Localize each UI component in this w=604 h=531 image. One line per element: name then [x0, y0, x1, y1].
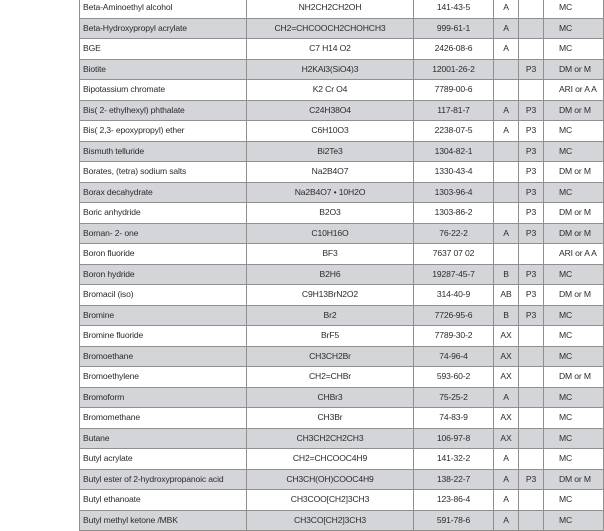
table-row [80, 100, 604, 121]
chemical-name-cell: Bromoform [80, 387, 247, 408]
category-cell: A [494, 0, 519, 18]
chemical-name-cell: Borax decahydrate [80, 182, 247, 203]
table-row [80, 428, 604, 449]
method-cell: DM or M [544, 285, 604, 306]
formula-cell: CH3COO[CH2]3CH3 [247, 490, 414, 511]
formula-cell: C9H13BrN2O2 [247, 285, 414, 306]
category-cell: A [494, 18, 519, 39]
method-cell: DM or M [544, 162, 604, 183]
method-cell: MC [544, 490, 604, 511]
p-code-cell: P3 [519, 182, 544, 203]
category-cell: A [494, 469, 519, 490]
table-row [80, 39, 604, 60]
category-cell: B [494, 264, 519, 285]
method-cell: MC [544, 449, 604, 470]
chemical-name-cell: Bismuth telluride [80, 141, 247, 162]
cas-number-cell: 7789-30-2 [414, 326, 494, 347]
p-code-cell: P3 [519, 223, 544, 244]
table-row [80, 326, 604, 347]
table-row [80, 305, 604, 326]
table-row [80, 469, 604, 490]
formula-cell: CH3CH2CH2CH3 [247, 428, 414, 449]
chemical-name-cell: Bromomethane [80, 408, 247, 429]
method-cell: DM or M [544, 367, 604, 388]
p-code-cell [519, 367, 544, 388]
cas-number-cell: 76-22-2 [414, 223, 494, 244]
category-cell: A [494, 449, 519, 470]
cas-number-cell: 141-43-5 [414, 0, 494, 18]
chemical-name-cell: Bornan- 2- one [80, 223, 247, 244]
table-row [80, 18, 604, 39]
chemical-name-cell: Beta-Hydroxypropyl acrylate [80, 18, 247, 39]
method-cell: MC [544, 39, 604, 60]
method-cell: DM or M [544, 100, 604, 121]
p-code-cell [519, 39, 544, 60]
cas-number-cell: 7637 07 02 [414, 244, 494, 265]
p-code-cell [519, 449, 544, 470]
category-cell: AB [494, 285, 519, 306]
method-cell: MC [544, 18, 604, 39]
formula-cell: C7 H14 O2 [247, 39, 414, 60]
category-cell: AX [494, 367, 519, 388]
cas-number-cell: 1303-96-4 [414, 182, 494, 203]
cas-number-cell: 138-22-7 [414, 469, 494, 490]
chemical-name-cell: Boric anhydride [80, 203, 247, 224]
method-cell: MC [544, 141, 604, 162]
category-cell [494, 182, 519, 203]
table-row [80, 449, 604, 470]
category-cell: A [494, 223, 519, 244]
cas-number-cell: 1330-43-4 [414, 162, 494, 183]
p-code-cell: P3 [519, 162, 544, 183]
category-cell [494, 203, 519, 224]
category-cell: A [494, 387, 519, 408]
category-cell: AX [494, 428, 519, 449]
category-cell: A [494, 490, 519, 511]
method-cell: MC [544, 326, 604, 347]
cas-number-cell: 593-60-2 [414, 367, 494, 388]
formula-cell: CH3CH2Br [247, 346, 414, 367]
chemical-name-cell: Butyl ester of 2-hydroxypropanoic acid [80, 469, 247, 490]
formula-cell: Bi2Te3 [247, 141, 414, 162]
chemical-name-cell: BGE [80, 39, 247, 60]
category-cell [494, 59, 519, 80]
cas-number-cell: 75-25-2 [414, 387, 494, 408]
chemical-table [79, 0, 604, 531]
method-cell: DM or M [544, 469, 604, 490]
formula-cell: Br2 [247, 305, 414, 326]
cas-number-cell: 19287-45-7 [414, 264, 494, 285]
chemical-name-cell: Butane [80, 428, 247, 449]
p-code-cell: P3 [519, 469, 544, 490]
table-row [80, 367, 604, 388]
formula-cell: NH2CH2CH2OH [247, 0, 414, 18]
table-row [80, 346, 604, 367]
formula-cell: B2H6 [247, 264, 414, 285]
p-code-cell [519, 0, 544, 18]
table-row [80, 244, 604, 265]
formula-cell: CH2=CHCOOCH2CHOHCH3 [247, 18, 414, 39]
formula-cell: C24H38O4 [247, 100, 414, 121]
table-row [80, 264, 604, 285]
formula-cell: CH3Br [247, 408, 414, 429]
p-code-cell [519, 346, 544, 367]
category-cell [494, 162, 519, 183]
p-code-cell: P3 [519, 100, 544, 121]
formula-cell: CH2=CHCOOC4H9 [247, 449, 414, 470]
formula-cell: K2 Cr O4 [247, 80, 414, 101]
method-cell: MC [544, 428, 604, 449]
cas-number-cell: 999-61-1 [414, 18, 494, 39]
method-cell: DM or M [544, 59, 604, 80]
p-code-cell [519, 387, 544, 408]
cas-number-cell: 106-97-8 [414, 428, 494, 449]
cas-number-cell: 2426-08-6 [414, 39, 494, 60]
table-row [80, 182, 604, 203]
category-cell [494, 244, 519, 265]
chemical-name-cell: Bromoethane [80, 346, 247, 367]
formula-cell: BrF5 [247, 326, 414, 347]
chemical-name-cell: Bromoethylene [80, 367, 247, 388]
chemical-name-cell: Butyl methyl ketone /MBK [80, 510, 247, 531]
method-cell: MC [544, 264, 604, 285]
p-code-cell [519, 244, 544, 265]
method-cell: MC [544, 121, 604, 142]
method-cell: MC [544, 346, 604, 367]
p-code-cell [519, 408, 544, 429]
cas-number-cell: 123-86-4 [414, 490, 494, 511]
cas-number-cell: 1304-82-1 [414, 141, 494, 162]
method-cell: DM or M [544, 203, 604, 224]
p-code-cell [519, 80, 544, 101]
table-row [80, 0, 604, 18]
cas-number-cell: 74-83-9 [414, 408, 494, 429]
category-cell: A [494, 121, 519, 142]
p-code-cell: P3 [519, 305, 544, 326]
cas-number-cell: 12001-26-2 [414, 59, 494, 80]
category-cell: A [494, 510, 519, 531]
table-row [80, 121, 604, 142]
table-row [80, 285, 604, 306]
chemical-name-cell: Borates, (tetra) sodium salts [80, 162, 247, 183]
p-code-cell: P3 [519, 285, 544, 306]
method-cell: MC [544, 387, 604, 408]
p-code-cell: P3 [519, 264, 544, 285]
method-cell: MC [544, 510, 604, 531]
category-cell [494, 80, 519, 101]
formula-cell: CHBr3 [247, 387, 414, 408]
cas-number-cell: 591-78-6 [414, 510, 494, 531]
method-cell: MC [544, 408, 604, 429]
category-cell: B [494, 305, 519, 326]
category-cell: AX [494, 326, 519, 347]
cas-number-cell: 74-96-4 [414, 346, 494, 367]
category-cell: AX [494, 346, 519, 367]
chemical-name-cell: Bis( 2- ethylhexyl) phthalate [80, 100, 247, 121]
table-row [80, 59, 604, 80]
p-code-cell: P3 [519, 203, 544, 224]
p-code-cell [519, 428, 544, 449]
cas-number-cell: 7726-95-6 [414, 305, 494, 326]
table-row [80, 203, 604, 224]
table-row [80, 490, 604, 511]
chemical-name-cell: Boron fluoride [80, 244, 247, 265]
cas-number-cell: 117-81-7 [414, 100, 494, 121]
method-cell: ARI or A A [544, 80, 604, 101]
table-row [80, 162, 604, 183]
chemical-name-cell: Bromine fluoride [80, 326, 247, 347]
table-row [80, 223, 604, 244]
p-code-cell: P3 [519, 141, 544, 162]
formula-cell: H2KAl3(SiO4)3 [247, 59, 414, 80]
p-code-cell [519, 490, 544, 511]
formula-cell: Na2B4O7 • 10H2O [247, 182, 414, 203]
chemical-name-cell: Beta-Aminoethyl alcohol [80, 0, 247, 18]
chemical-name-cell: Boron hydride [80, 264, 247, 285]
table-row [80, 510, 604, 531]
cas-number-cell: 141-32-2 [414, 449, 494, 470]
formula-cell: CH2=CHBr [247, 367, 414, 388]
table-row [80, 141, 604, 162]
table-row [80, 80, 604, 101]
formula-cell: Na2B4O7 [247, 162, 414, 183]
cas-number-cell: 7789-00-6 [414, 80, 494, 101]
p-code-cell [519, 510, 544, 531]
method-cell: MC [544, 182, 604, 203]
category-cell: A [494, 100, 519, 121]
p-code-cell [519, 18, 544, 39]
cas-number-cell: 2238-07-5 [414, 121, 494, 142]
p-code-cell: P3 [519, 121, 544, 142]
category-cell: A [494, 39, 519, 60]
chemical-name-cell: Bromine [80, 305, 247, 326]
cas-number-cell: 1303-86-2 [414, 203, 494, 224]
formula-cell: BF3 [247, 244, 414, 265]
cas-number-cell: 314-40-9 [414, 285, 494, 306]
chemical-name-cell: Bipotassium chromate [80, 80, 247, 101]
p-code-cell: P3 [519, 59, 544, 80]
chemical-name-cell: Bromacil (iso) [80, 285, 247, 306]
formula-cell: CH3CO[CH2]3CH3 [247, 510, 414, 531]
method-cell: MC [544, 0, 604, 18]
category-cell: AX [494, 408, 519, 429]
p-code-cell [519, 326, 544, 347]
formula-cell: C10H16O [247, 223, 414, 244]
formula-cell: C6H10O3 [247, 121, 414, 142]
method-cell: MC [544, 305, 604, 326]
chemical-name-cell: Butyl ethanoate [80, 490, 247, 511]
chemical-name-cell: Biotite [80, 59, 247, 80]
category-cell [494, 141, 519, 162]
table-row [80, 387, 604, 408]
formula-cell: B2O3 [247, 203, 414, 224]
chemical-name-cell: Butyl acrylate [80, 449, 247, 470]
chemical-name-cell: Bis( 2,3- epoxypropyl) ether [80, 121, 247, 142]
method-cell: DM or M [544, 223, 604, 244]
table-row [80, 408, 604, 429]
method-cell: ARI or A A [544, 244, 604, 265]
formula-cell: CH3CH(OH)COOC4H9 [247, 469, 414, 490]
